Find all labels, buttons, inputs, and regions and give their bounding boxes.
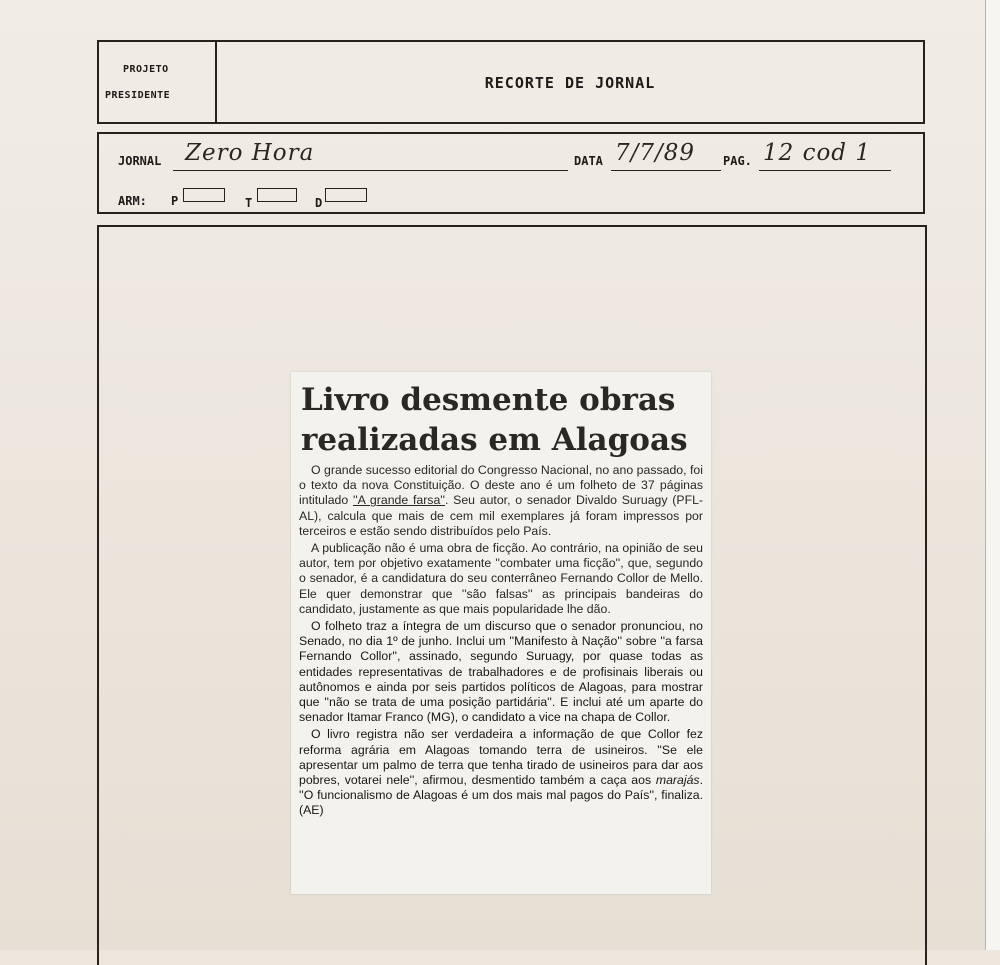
newspaper-clipping [291,372,711,894]
headline-line-2: realizadas em Alagoas [301,422,688,458]
arm-d-label: D [315,196,323,210]
bleed-through-print-1 [139,245,161,313]
headline-line-1: Livro desmente obras [301,382,676,418]
adjacent-page-edge [985,0,1000,950]
project-cell [99,42,217,122]
info-box [97,132,925,214]
article-paragraph-2: A publicação não é uma obra de ficção. Ao contrário, na opinião de seu autor, tem por objetivo exatamente ''combater uma ficção'', que, segundo o senador, é a candidatura do seu conterrâneo Fernando Collor de Mello. Ele quer demonstrar que ''são falsas'' as principais bandeiras do candidato, justamente as que mais popularidade lhe dão. [299,541,703,616]
booklet-title: ''A grande farsa'' [352,493,445,508]
article-body [299,463,703,821]
arm-d-box [325,188,367,202]
project-label-line2: PRESIDENTE [105,90,171,101]
article-paragraph-1: O grande sucesso editorial do Congresso Nacional, no ano passado, foi o texto da nova Constituição. O deste ano é um folheto de 37 páginas intitulado ''A grande farsa''. Seu autor, o senador Divaldo Suruagy (PFL-AL), calcula que mais de cem mil exemplares já foram impressos por terceiros e estão sendo distribuídos pelo País. [299,463,704,538]
clipping-headline [301,380,711,460]
arm-t-box [257,188,297,202]
data-label: DATA [574,154,603,168]
article-paragraph-4: O livro registra não ser verdadeira a informação de que Collor fez reforma agrária em Alagoas tomando terra de usineiros. ''Se ele apresentar um palmo de terra que tenha tirado de usineiros para dar aos pobres, votarei nele'', afirmou, desmentido também a caça aos marajás. ''O funcionalismo de Alagoas é um dos mais mal pagos do País'', finaliza. (AE) [299,727,703,818]
pag-handwritten-value: 12 cod 1 [763,140,871,166]
arm-label: ARM: [118,194,147,208]
header-box [97,40,925,124]
arm-t-label: T [245,196,253,210]
arm-p-box [183,188,225,202]
article-paragraph-3: O folheto traz a íntegra de um discurso que o senador pronunciou, no Senado, no dia 1º de junho. Inclui um ''Manifesto à Nação'' sobre ''a farsa Fernando Collor'', assinado, segundo Suruagy, por quase todas as entidades representativas de trabalhadores e de profisinais liberais ou autônomos e ainda por seis partidos políticos de Alagoas, para mostrar que ''não se trata de uma posição partidária''. E inclui até um aparte do senador Itamar Franco (MG), o candidato a vice na chapa de Collor. [299,619,703,725]
pag-label: PAG. [723,154,752,168]
jornal-label: JORNAL [118,154,162,168]
data-underline [611,170,721,171]
pag-underline [759,170,891,171]
jornal-underline [173,170,568,171]
jornal-handwritten-value: Zero Hora [185,140,315,166]
arm-p-label: P [171,194,179,208]
form-title: RECORTE DE JORNAL [484,74,656,92]
project-label-line1: PROJETO [123,64,169,75]
data-handwritten-value: 7/7/89 [615,140,696,166]
